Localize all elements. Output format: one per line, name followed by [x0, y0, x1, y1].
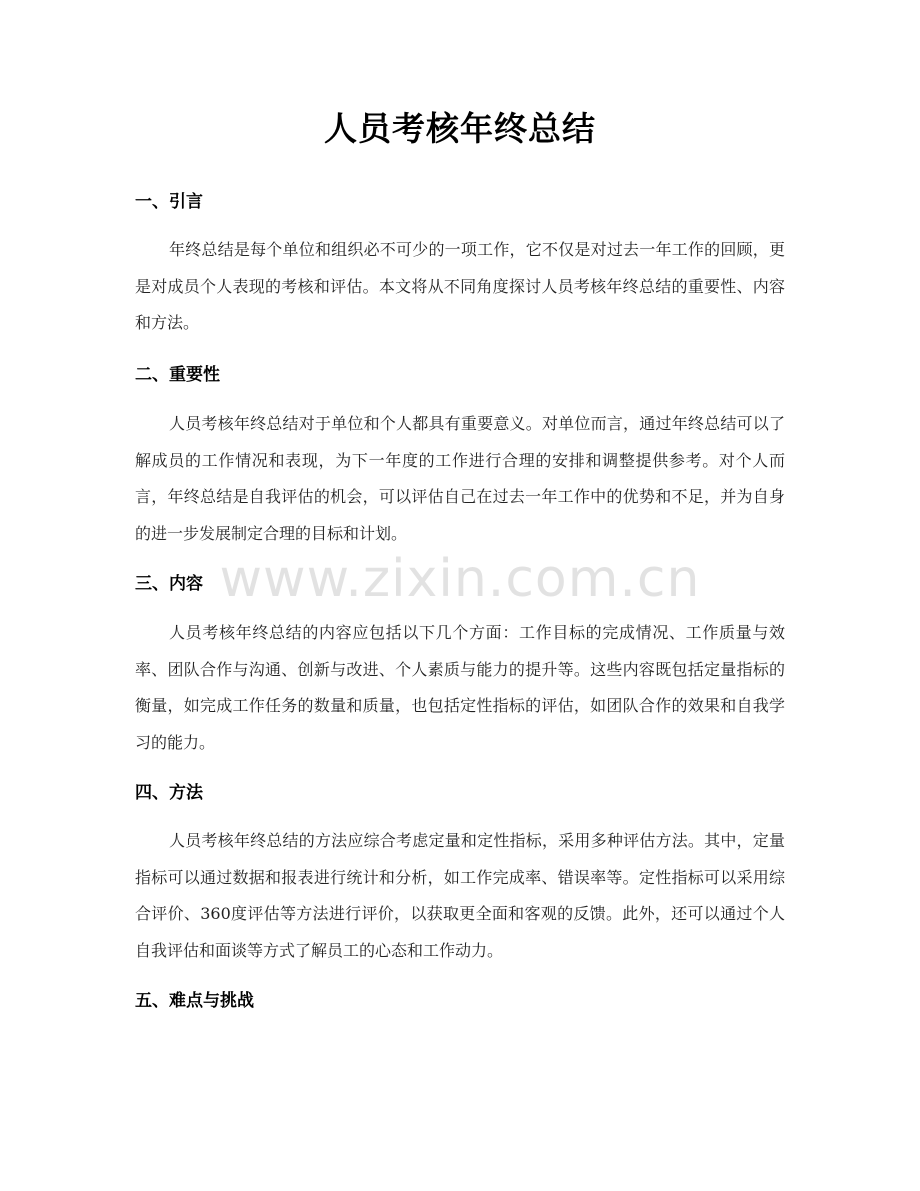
- section-heading-content: 三、内容: [135, 574, 203, 594]
- section-paragraph-content: 人员考核年终总结的内容应包括以下几个方面：工作目标的完成情况、工作质量与效率、团队合作与沟通、创新与改进、个人素质与能力的提升等。这些内容既包括定量指标的衡量，如完成工作任务的数量和质量，也包括定性指标的评估，如团队合作的效果和自我学习的能力。: [135, 623, 785, 752]
- section-heading-introduction: 一、引言: [135, 192, 203, 212]
- section-heading-methods: 四、方法: [135, 783, 203, 803]
- section-heading-importance: 二、重要性: [135, 365, 220, 385]
- section-heading-challenges: 五、难点与挑战: [135, 991, 254, 1011]
- section-paragraph-methods: 人员考核年终总结的方法应综合考虑定量和定性指标，采用多种评估方法。其中，定量指标可以通过数据和报表进行统计和分析，如工作完成率、错误率等。定性指标可以采用综合评价、360度评估等方法进行评价，以获取更全面和客观的反馈。此外，还可以通过个人自我评估和面谈等方式了解员工的心态和工作动力。: [135, 831, 785, 960]
- watermark: www.zixin.com.cn: [219, 549, 701, 609]
- section-paragraph-importance: 人员考核年终总结对于单位和个人都具有重要意义。对单位而言，通过年终总结可以了解成员的工作情况和表现，为下一年度的工作进行合理的安排和调整提供参考。对个人而言，年终总结是自我评估的机会，可以评估自己在过去一年工作中的优势和不足，并为自身的进一步发展制定合理的目标和计划。: [135, 414, 785, 543]
- section-paragraph-introduction: 年终总结是每个单位和组织必不可少的一项工作，它不仅是对过去一年工作的回顾，更是对成员个人表现的考核和评估。本文将从不同角度探讨人员考核年终总结的重要性、内容和方法。: [135, 240, 785, 332]
- page-title: 人员考核年终总结: [324, 109, 596, 148]
